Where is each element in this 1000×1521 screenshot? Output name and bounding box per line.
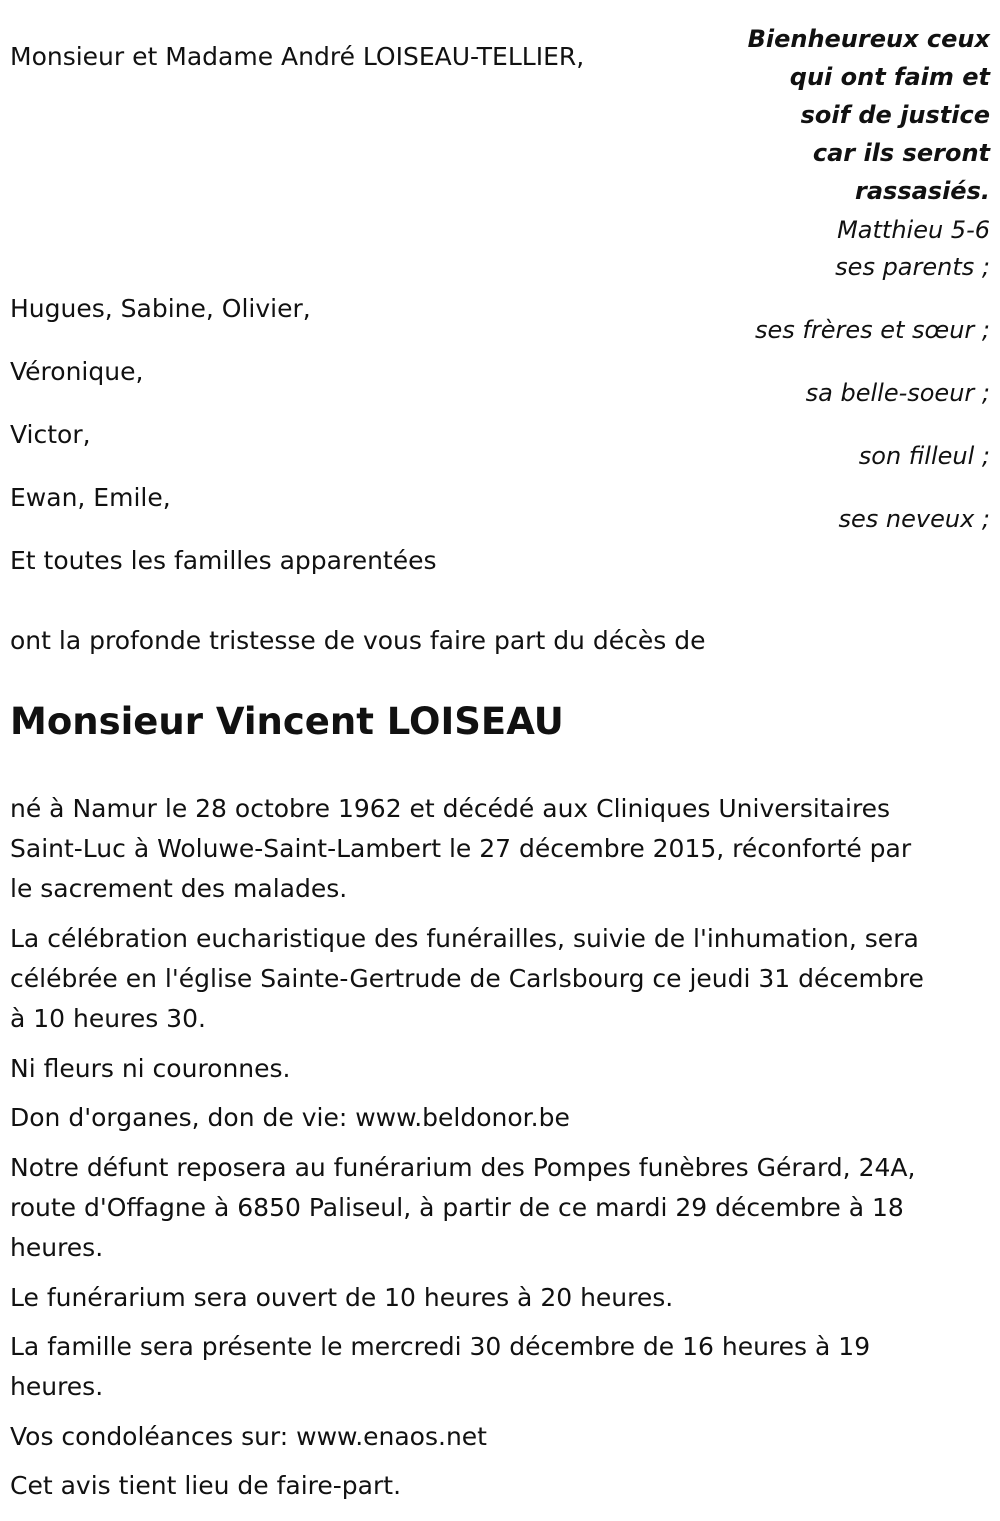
organ-donation-note	[10, 1098, 990, 1138]
sister-in-law-role: sa belle-soeur ;	[805, 379, 990, 407]
funerarium-line-2: route d'Offagne à 6850 Paliseul, à partir de ce mardi 29 décembre à 18	[10, 1193, 904, 1222]
siblings-role: ses frères et sœur ;	[754, 316, 990, 344]
flowers-text: Ni fleurs ni couronnes.	[10, 1054, 291, 1083]
birth-death-line-3: le sacrement des malades.	[10, 874, 348, 903]
birth-death-paragraph	[10, 789, 990, 909]
family-presence-paragraph	[10, 1327, 990, 1407]
ceremony-paragraph	[10, 919, 990, 1039]
godson-name: Victor,	[10, 420, 91, 449]
opening-hours-note	[10, 1278, 990, 1318]
funerarium-line-1: Notre défunt reposera au funérarium des Pompes funèbres Gérard, 24A,	[10, 1153, 916, 1182]
announcement-intro: ont la profonde tristesse de vous faire part du décès de	[10, 626, 706, 655]
parents-line: Monsieur et Madame André LOISEAU-TELLIER,	[10, 42, 585, 71]
quote-line-2: qui ont faim et	[789, 63, 990, 91]
closing-note	[10, 1466, 990, 1506]
closing-note-text: Cet avis tient lieu de faire-part.	[10, 1471, 402, 1500]
siblings-names: Hugues, Sabine, Olivier,	[10, 294, 311, 323]
quote-line-3: soif de justice	[800, 101, 990, 129]
organ-donation-text: Don d'organes, don de vie: www.beldonor.be	[10, 1103, 570, 1132]
nephews-names: Ewan, Emile,	[10, 483, 171, 512]
related-families: Et toutes les familles apparentées	[10, 546, 437, 575]
nephews-role: ses neveux ;	[838, 505, 990, 533]
ceremony-line-2: célébrée en l'église Sainte-Gertrude de Carlsbourg ce jeudi 31 décembre	[10, 964, 924, 993]
opening-hours-text: Le funérarium sera ouvert de 10 heures à 20 heures.	[10, 1283, 674, 1312]
family-presence-line-1: La famille sera présente le mercredi 30 décembre de 16 heures à 19	[10, 1332, 871, 1361]
deceased-name: Monsieur Vincent LOISEAU	[10, 700, 564, 743]
flowers-note	[10, 1049, 990, 1089]
quote-line-4: car ils seront	[812, 139, 990, 167]
funerarium-line-3: heures.	[10, 1233, 104, 1262]
ceremony-line-1: La célébration eucharistique des funérailles, suivie de l'inhumation, sera	[10, 924, 919, 953]
parents-role: ses parents ;	[835, 253, 990, 281]
quote-line-5: rassasiés.	[855, 177, 990, 205]
quote-line-1: Bienheureux ceux	[747, 25, 990, 53]
birth-death-line-1: né à Namur le 28 octobre 1962 et décédé aux Cliniques Universitaires	[10, 794, 891, 823]
funerarium-paragraph	[10, 1148, 990, 1268]
sister-in-law-name: Véronique,	[10, 357, 144, 386]
ceremony-line-3: à 10 heures 30.	[10, 1004, 206, 1033]
quote-reference: Matthieu 5-6	[837, 216, 990, 244]
godson-role: son filleul ;	[858, 442, 990, 470]
condolences-text: Vos condoléances sur: www.enaos.net	[10, 1422, 487, 1451]
birth-death-line-2: Saint-Luc à Woluwe-Saint-Lambert le 27 décembre 2015, réconforté par	[10, 834, 912, 863]
condolences-note	[10, 1417, 990, 1457]
family-presence-line-2: heures.	[10, 1372, 104, 1401]
